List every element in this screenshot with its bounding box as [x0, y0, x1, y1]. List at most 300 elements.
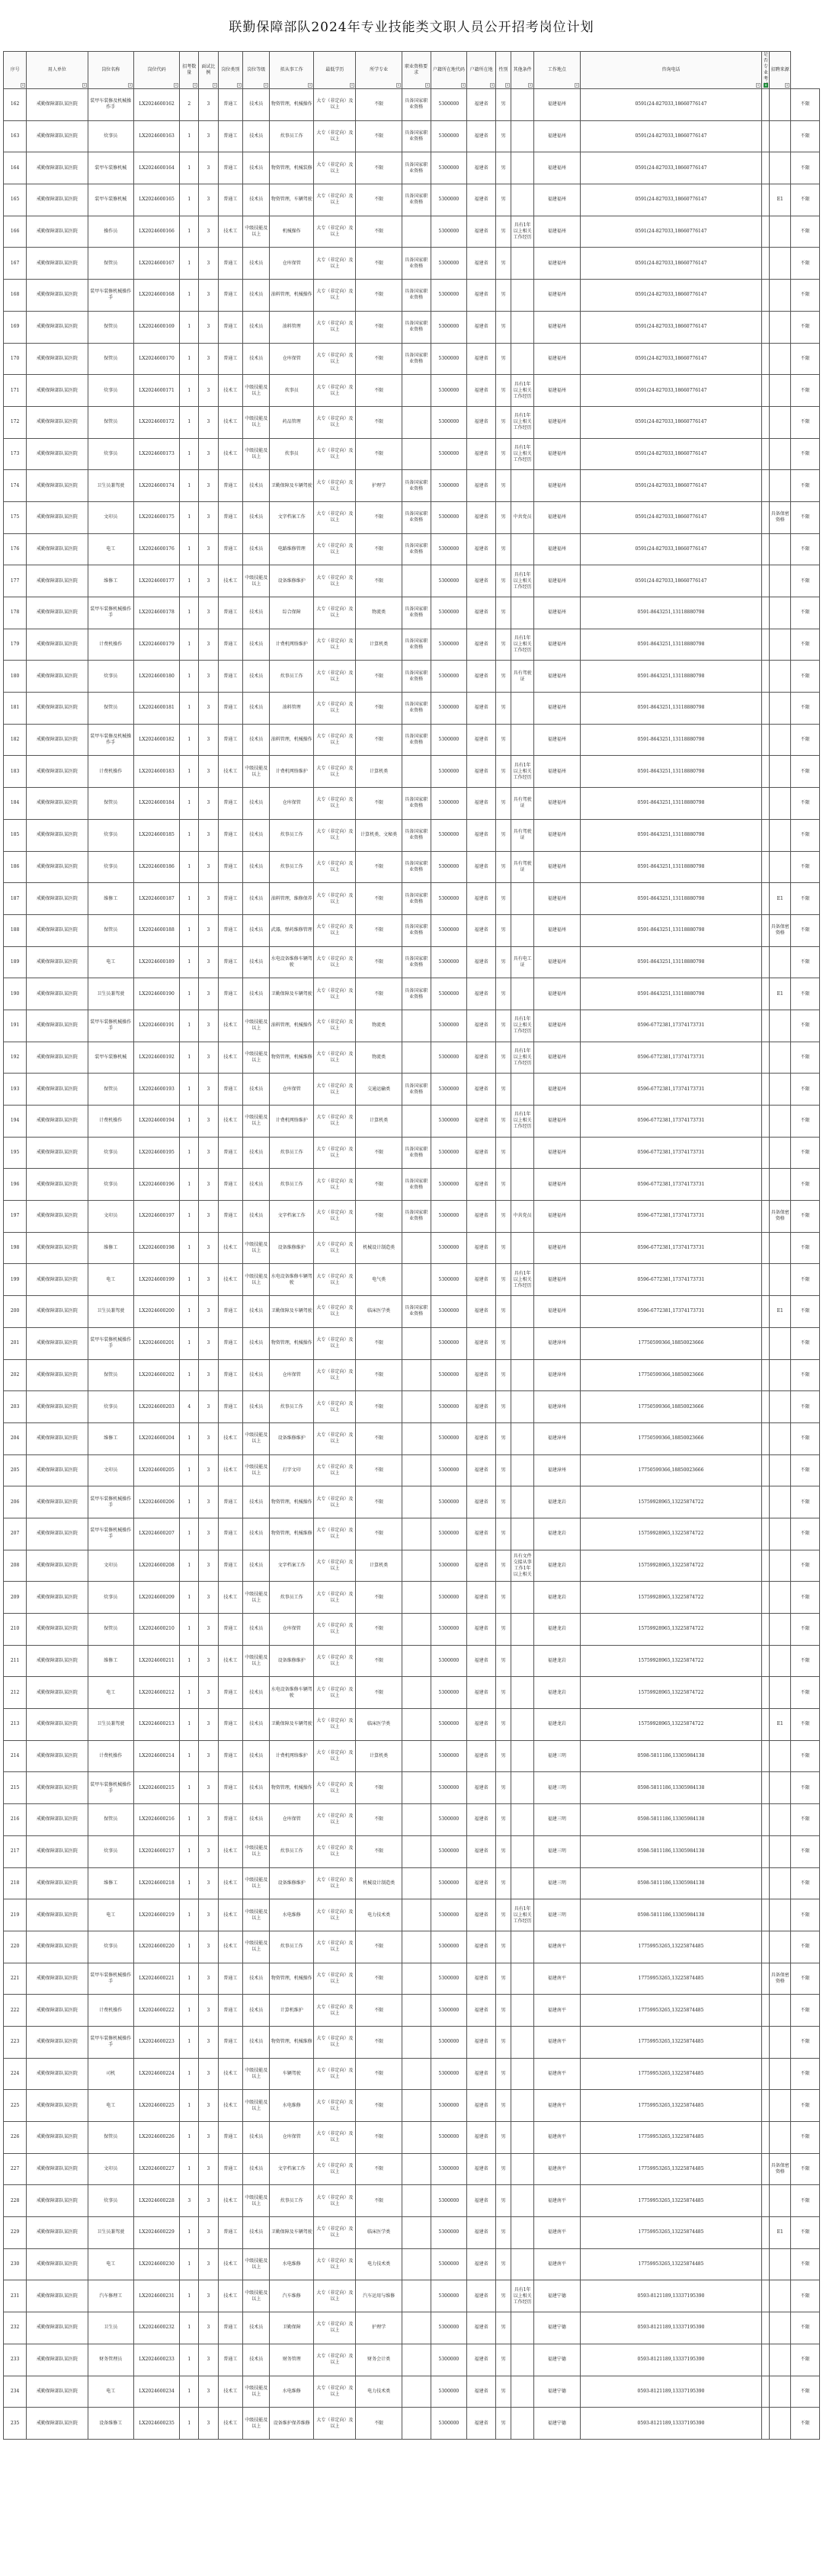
table-cell: 大专（非定向）及以上 [314, 1614, 356, 1646]
table-cell [762, 851, 770, 883]
table-cell: 福建省 [467, 1582, 496, 1614]
table-cell: 福建省 [467, 2058, 496, 2090]
table-cell: 炊事员工作 [270, 2185, 314, 2217]
table-row [4, 1454, 820, 1486]
table-cell: 3 [199, 2185, 218, 2217]
table-cell: 福建宁德 [534, 2408, 580, 2440]
table-cell: 大专（非定向）及以上 [314, 184, 356, 216]
table-cell: 不限 [356, 1835, 402, 1867]
table-cell: LX2024600204 [133, 1422, 179, 1454]
table-cell: 普通工 [218, 1391, 243, 1423]
filter-dropdown-icon[interactable] [785, 83, 789, 88]
table-cell: 3 [199, 184, 218, 216]
table-row [4, 597, 820, 629]
table-cell: 戒勤保障部队某医院 [27, 406, 88, 438]
table-cell [402, 756, 431, 788]
table-cell: 男 [495, 1518, 511, 1550]
table-cell: 技术工 [218, 1232, 243, 1264]
column-header[interactable] [218, 52, 243, 89]
column-header[interactable] [4, 52, 27, 89]
table-cell: LX2024600209 [133, 1582, 179, 1614]
table-cell: 福建福州 [534, 883, 580, 915]
table-cell: 5300000 [431, 1486, 467, 1518]
table-row [4, 1772, 820, 1804]
table-cell: 大专（非定向）及以上 [314, 851, 356, 883]
filter-dropdown-icon[interactable] [174, 83, 178, 88]
table-cell: 福建省 [467, 914, 496, 946]
column-header[interactable] [314, 52, 356, 89]
table-cell [402, 2344, 431, 2376]
table-cell: 福建漳州 [534, 1454, 580, 1486]
table-cell: LX2024600224 [133, 2058, 179, 2090]
table-cell-source: 不限 [791, 343, 820, 375]
table-cell: 3 [199, 2026, 218, 2058]
table-cell [402, 1582, 431, 1614]
table-cell: 1 [180, 2376, 199, 2408]
table-cell: 福建省 [467, 1867, 496, 1899]
table-cell: 227 [4, 2153, 27, 2185]
table-cell: 3 [199, 2312, 218, 2344]
table-cell: 3 [199, 1835, 218, 1867]
table-cell-exam [770, 2248, 791, 2280]
table-cell: 大专（非定向）及以上 [314, 2344, 356, 2376]
filter-dropdown-icon[interactable] [213, 83, 217, 88]
column-header[interactable] [580, 52, 762, 89]
table-cell: 福建省 [467, 1677, 496, 1709]
table-cell [762, 1804, 770, 1836]
table-cell: 3 [199, 2153, 218, 2185]
table-cell: 财务管理员 [88, 2344, 133, 2376]
table-cell-phone: 17750599366,18850023666 [580, 1391, 762, 1423]
table-cell: LX2024600230 [133, 2248, 179, 2280]
column-header-label: 招考数量 [182, 64, 197, 75]
table-cell: 不限 [356, 375, 402, 407]
table-cell: 卫生员兼驾驶 [88, 978, 133, 1010]
table-cell-exam [770, 1899, 791, 1931]
table-cell: 大专（非定向）及以上 [314, 1995, 356, 2027]
table-cell: 大专（非定向）及以上 [314, 89, 356, 121]
table-cell: 1 [180, 1042, 199, 1074]
table-cell: 大专（非定向）及以上 [314, 1835, 356, 1867]
table-row [4, 216, 820, 248]
filter-dropdown-icon[interactable] [193, 83, 197, 88]
table-cell: 戒勤保障部队某医院 [27, 343, 88, 375]
table-cell: 福建福州 [534, 1169, 580, 1201]
table-cell: 武器，弹药维修管理 [270, 914, 314, 946]
table-cell: 技术员 [243, 1614, 270, 1646]
table-cell: 电力技术类 [356, 2376, 402, 2408]
recruitment-table [3, 51, 820, 2440]
table-cell: 3 [199, 406, 218, 438]
table-cell-source: 不限 [791, 565, 820, 597]
table-cell [511, 1391, 534, 1423]
table-cell: 男 [495, 2026, 511, 2058]
filter-dropdown-icon[interactable] [490, 83, 495, 88]
table-cell: 1 [180, 1899, 199, 1931]
table-cell: 3 [199, 1582, 218, 1614]
table-cell: 中级技能及以上 [243, 1867, 270, 1899]
table-cell: 3 [199, 1614, 218, 1646]
table-cell [762, 501, 770, 533]
table-cell: 技术工 [218, 565, 243, 597]
table-cell: 5300000 [431, 2185, 467, 2217]
filter-dropdown-icon[interactable] [461, 83, 466, 88]
column-header[interactable] [511, 52, 534, 89]
table-cell [511, 89, 534, 121]
table-cell: 设备维修维护 [270, 565, 314, 597]
column-header-label: 用人单位 [47, 67, 66, 72]
table-cell [762, 1645, 770, 1677]
table-cell: 电工 [88, 1899, 133, 1931]
column-header[interactable] [199, 52, 218, 89]
table-cell: 炊事员工作 [270, 120, 314, 152]
table-cell [762, 1137, 770, 1169]
table-cell: 福建省 [467, 1772, 496, 1804]
table-cell: 普通工 [218, 946, 243, 978]
table-cell: LX2024600214 [133, 1740, 179, 1772]
table-cell-exam [770, 2312, 791, 2344]
table-cell: 178 [4, 597, 27, 629]
filter-dropdown-icon[interactable] [396, 83, 401, 88]
table-cell: 171 [4, 375, 27, 407]
table-cell: 福建省 [467, 1899, 496, 1931]
table-cell-source: 不限 [791, 1454, 820, 1486]
column-header[interactable] [534, 52, 580, 89]
table-cell: 男 [495, 120, 511, 152]
filter-dropdown-icon[interactable] [505, 83, 510, 88]
filter-dropdown-icon[interactable] [528, 83, 533, 88]
table-row [4, 1550, 820, 1582]
table-cell-exam [770, 2058, 791, 2090]
table-cell: 男 [495, 597, 511, 629]
table-cell: 具有1年以上相关工作经历 [511, 406, 534, 438]
table-cell: 技术员 [243, 533, 270, 565]
table-cell [762, 1772, 770, 1804]
filter-dropdown-icon[interactable] [575, 83, 579, 88]
table-cell: 戒勤保障部队某医院 [27, 533, 88, 565]
table-cell-exam [770, 1391, 791, 1423]
table-cell: 大专（非定向）及以上 [314, 1963, 356, 1995]
table-cell: 213 [4, 1709, 27, 1741]
table-cell-source: 不限 [791, 1804, 820, 1836]
table-cell-source: 不限 [791, 756, 820, 788]
table-cell: 具备国家职业资格 [402, 819, 431, 851]
table-cell: 男 [495, 1772, 511, 1804]
table-row [4, 1169, 820, 1201]
table-cell-phone: 0591(24-827033,18660776147 [580, 501, 762, 533]
table-row [4, 1899, 820, 1931]
table-cell: 5300000 [431, 1232, 467, 1264]
table-cell: 中级技能及以上 [243, 1454, 270, 1486]
table-cell: 3 [199, 756, 218, 788]
column-header[interactable] [270, 52, 314, 89]
filter-dropdown-icon[interactable] [82, 83, 87, 88]
column-header[interactable] [431, 52, 467, 89]
table-cell: 戒勤保障部队某医院 [27, 1327, 88, 1359]
table-cell [511, 1518, 534, 1550]
table-cell: 不限 [356, 2185, 402, 2217]
table-cell: 普通工 [218, 501, 243, 533]
table-cell: 装甲车装修机械操作手 [88, 280, 133, 312]
table-cell: 戒勤保障部队某医院 [27, 2312, 88, 2344]
table-cell [762, 184, 770, 216]
table-cell: 具备国家职业资格 [402, 788, 431, 820]
table-cell-source: 不限 [791, 946, 820, 978]
table-cell [511, 2185, 534, 2217]
table-cell: 福建省 [467, 1709, 496, 1741]
table-cell: 5300000 [431, 1835, 467, 1867]
table-cell: 大专（非定向）及以上 [314, 2408, 356, 2440]
table-cell: 1 [180, 661, 199, 693]
table-cell-source: 不限 [791, 1645, 820, 1677]
table-cell: 具有1年以上相关工作经历 [511, 1899, 534, 1931]
table-cell [762, 2026, 770, 2058]
table-cell: LX2024600186 [133, 851, 179, 883]
table-cell: 中共党员 [511, 501, 534, 533]
table-cell: 物资管理，机械操作 [270, 1486, 314, 1518]
table-cell: LX2024600233 [133, 2344, 179, 2376]
table-cell: 戒勤保障部队某医院 [27, 501, 88, 533]
table-cell: 5300000 [431, 1995, 467, 2027]
table-row [4, 1614, 820, 1646]
table-cell: 大专（非定向）及以上 [314, 152, 356, 184]
column-header[interactable] [762, 52, 770, 89]
table-row [4, 1804, 820, 1836]
table-cell: 戒勤保障部队某医院 [27, 1645, 88, 1677]
table-cell: 福建福州 [534, 1010, 580, 1042]
table-row [4, 1677, 820, 1709]
filter-dropdown-icon[interactable] [756, 83, 761, 88]
table-cell: 卫勤保障及车辆驾驶 [270, 2217, 314, 2249]
table-cell: 福建福州 [534, 946, 580, 978]
table-cell: LX2024600234 [133, 2376, 179, 2408]
column-header[interactable] [27, 52, 88, 89]
table-cell: 大专（非定向）及以上 [314, 1010, 356, 1042]
table-cell: 福建福州 [534, 1201, 580, 1233]
table-cell: 戒勤保障部队某医院 [27, 1518, 88, 1550]
table-cell: 5300000 [431, 2217, 467, 2249]
table-cell: 232 [4, 2312, 27, 2344]
filter-dropdown-icon[interactable] [128, 83, 133, 88]
table-cell: 戒勤保障部队某医院 [27, 978, 88, 1010]
table-cell [762, 2344, 770, 2376]
table-cell: 大专（非定向）及以上 [314, 756, 356, 788]
table-cell [511, 152, 534, 184]
table-cell: 3 [199, 1709, 218, 1741]
table-cell: 具有1年以上相关工作经历 [511, 2280, 534, 2312]
table-cell: 中级技能及以上 [243, 2185, 270, 2217]
table-row [4, 2122, 820, 2154]
table-cell: 福建南平 [534, 2122, 580, 2154]
table-cell: 司机 [88, 2058, 133, 2090]
table-cell: 男 [495, 693, 511, 725]
table-cell: 1 [180, 1137, 199, 1169]
table-cell: 技术工 [218, 2280, 243, 2312]
table-cell: 5300000 [431, 152, 467, 184]
table-cell: 1 [180, 533, 199, 565]
column-header[interactable] [243, 52, 270, 89]
table-cell: 男 [495, 501, 511, 533]
table-cell: LX2024600169 [133, 311, 179, 343]
table-cell: 男 [495, 311, 511, 343]
table-cell-phone: 17759953265,13225874485 [580, 1995, 762, 2027]
column-header[interactable] [133, 52, 179, 89]
table-cell-phone: 0591-8643251,13118880798 [580, 693, 762, 725]
table-cell-exam [770, 533, 791, 565]
table-cell: LX2024600212 [133, 1677, 179, 1709]
table-cell [511, 914, 534, 946]
table-cell: 福建省 [467, 1169, 496, 1201]
table-cell: 福建福州 [534, 693, 580, 725]
table-cell: 中级技能及以上 [243, 1264, 270, 1296]
column-header[interactable] [88, 52, 133, 89]
table-cell [402, 2376, 431, 2408]
table-cell: 具有文件交接从事工作1年以上相关 [511, 1550, 534, 1582]
table-cell-phone: 0598-5811186,13305984138 [580, 1835, 762, 1867]
table-cell: 福建省 [467, 470, 496, 502]
table-cell: 机械设计制造类 [356, 1232, 402, 1264]
table-cell: 普通工 [218, 2344, 243, 2376]
table-cell-exam: 具备保密资格 [770, 2153, 791, 2185]
table-cell [402, 2408, 431, 2440]
table-cell: 福建省 [467, 1550, 496, 1582]
table-cell: 1 [180, 280, 199, 312]
table-cell: LX2024600185 [133, 819, 179, 851]
table-cell: 3 [199, 1391, 218, 1423]
table-cell: 技术员 [243, 819, 270, 851]
column-header[interactable] [356, 52, 402, 89]
table-cell: 男 [495, 1486, 511, 1518]
table-cell: 保管员 [88, 914, 133, 946]
table-cell: 具备国家职业资格 [402, 946, 431, 978]
table-cell: 5300000 [431, 2026, 467, 2058]
table-cell: 3 [199, 1518, 218, 1550]
table-cell: 技术员 [243, 1137, 270, 1169]
table-cell: 男 [495, 1327, 511, 1359]
table-cell-exam [770, 470, 791, 502]
table-cell: LX2024600193 [133, 1074, 179, 1106]
table-cell: 男 [495, 788, 511, 820]
table-cell-exam [770, 375, 791, 407]
table-cell: 大专（非定向）及以上 [314, 438, 356, 470]
table-cell: 男 [495, 2312, 511, 2344]
column-header[interactable] [467, 52, 496, 89]
table-cell: 5300000 [431, 216, 467, 248]
table-cell: 217 [4, 1835, 27, 1867]
filter-dropdown-icon[interactable] [21, 83, 25, 88]
table-cell-exam [770, 2376, 791, 2408]
table-cell: 卫生员兼驾驶 [88, 470, 133, 502]
table-cell-exam [770, 1804, 791, 1836]
table-cell: 大专（非定向）及以上 [314, 1137, 356, 1169]
column-header[interactable] [402, 52, 431, 89]
table-row [4, 1867, 820, 1899]
table-cell: 5300000 [431, 1010, 467, 1042]
table-cell: 170 [4, 343, 27, 375]
table-cell: 5300000 [431, 1804, 467, 1836]
table-cell: 设备维修维护 [270, 1645, 314, 1677]
table-cell: 福建宁德 [534, 2280, 580, 2312]
table-cell: 福建省 [467, 1454, 496, 1486]
table-cell: 1 [180, 2090, 199, 2122]
table-cell: 维修工 [88, 1867, 133, 1899]
table-cell: 男 [495, 184, 511, 216]
table-cell: 大专（非定向）及以上 [314, 883, 356, 915]
table-cell: 1 [180, 597, 199, 629]
table-cell: 卫生员兼驾驶 [88, 2217, 133, 2249]
table-cell: LX2024600197 [133, 1201, 179, 1233]
table-cell: 福建省 [467, 946, 496, 978]
table-cell: 福建福州 [534, 851, 580, 883]
filter-dropdown-icon[interactable] [425, 83, 430, 88]
filter-dropdown-icon[interactable] [764, 83, 768, 88]
table-cell: 1 [180, 1867, 199, 1899]
table-cell: LX2024600168 [133, 280, 179, 312]
table-cell: 技术员 [243, 1677, 270, 1709]
table-cell: 中级技能及以上 [243, 216, 270, 248]
filter-dropdown-icon[interactable] [237, 83, 242, 88]
filter-dropdown-icon[interactable] [308, 83, 312, 88]
table-cell: 具备国家职业资格 [402, 1137, 431, 1169]
table-cell: 1 [180, 1422, 199, 1454]
table-cell-phone: 0591-8643251,13118880798 [580, 629, 762, 661]
table-cell-phone: 0598-5811186,13305984138 [580, 1867, 762, 1899]
table-cell-source: 不限 [791, 1106, 820, 1138]
table-cell-source: 不限 [791, 2248, 820, 2280]
table-cell [762, 2280, 770, 2312]
table-cell: 165 [4, 184, 27, 216]
table-cell: 3 [199, 1899, 218, 1931]
column-header[interactable] [495, 52, 511, 89]
table-cell-phone: 0591-8643251,13118880798 [580, 661, 762, 693]
column-header[interactable] [180, 52, 199, 89]
table-cell: LX2024600176 [133, 533, 179, 565]
table-cell: 普通工 [218, 1677, 243, 1709]
filter-dropdown-icon[interactable] [350, 83, 354, 88]
table-cell [511, 1835, 534, 1867]
table-cell: LX2024600228 [133, 2185, 179, 2217]
table-cell: LX2024600198 [133, 1232, 179, 1264]
table-cell: 福建三明 [534, 1899, 580, 1931]
table-cell: 技术员 [243, 311, 270, 343]
table-cell [402, 1550, 431, 1582]
table-cell [402, 2280, 431, 2312]
table-cell-source: 不限 [791, 1709, 820, 1741]
table-cell-exam: E1 [770, 883, 791, 915]
table-cell: 福建漳州 [534, 1327, 580, 1359]
table-cell: 电气类 [356, 1264, 402, 1296]
table-cell: 204 [4, 1422, 27, 1454]
table-cell: 保管员 [88, 693, 133, 725]
table-cell: 5300000 [431, 1106, 467, 1138]
table-cell: 技术员 [243, 184, 270, 216]
column-header[interactable] [770, 52, 791, 89]
table-row [4, 693, 820, 725]
table-cell: 戒勤保障部队某医院 [27, 1677, 88, 1709]
table-cell: 戒勤保障部队某医院 [27, 629, 88, 661]
table-cell-phone: 0596-6772381,17374173731 [580, 1010, 762, 1042]
table-cell: 戒勤保障部队某医院 [27, 2344, 88, 2376]
filter-dropdown-icon[interactable] [264, 83, 268, 88]
table-cell: 215 [4, 1772, 27, 1804]
table-cell: 具备国家职业资格 [402, 661, 431, 693]
column-header-label: 招聘来源 [770, 67, 789, 72]
table-cell-phone: 0591-8643251,13118880798 [580, 914, 762, 946]
table-cell: 装甲车装修机械操作手 [88, 2026, 133, 2058]
table-cell: 技术员 [243, 851, 270, 883]
table-row [4, 1327, 820, 1359]
table-cell: 普通工 [218, 883, 243, 915]
